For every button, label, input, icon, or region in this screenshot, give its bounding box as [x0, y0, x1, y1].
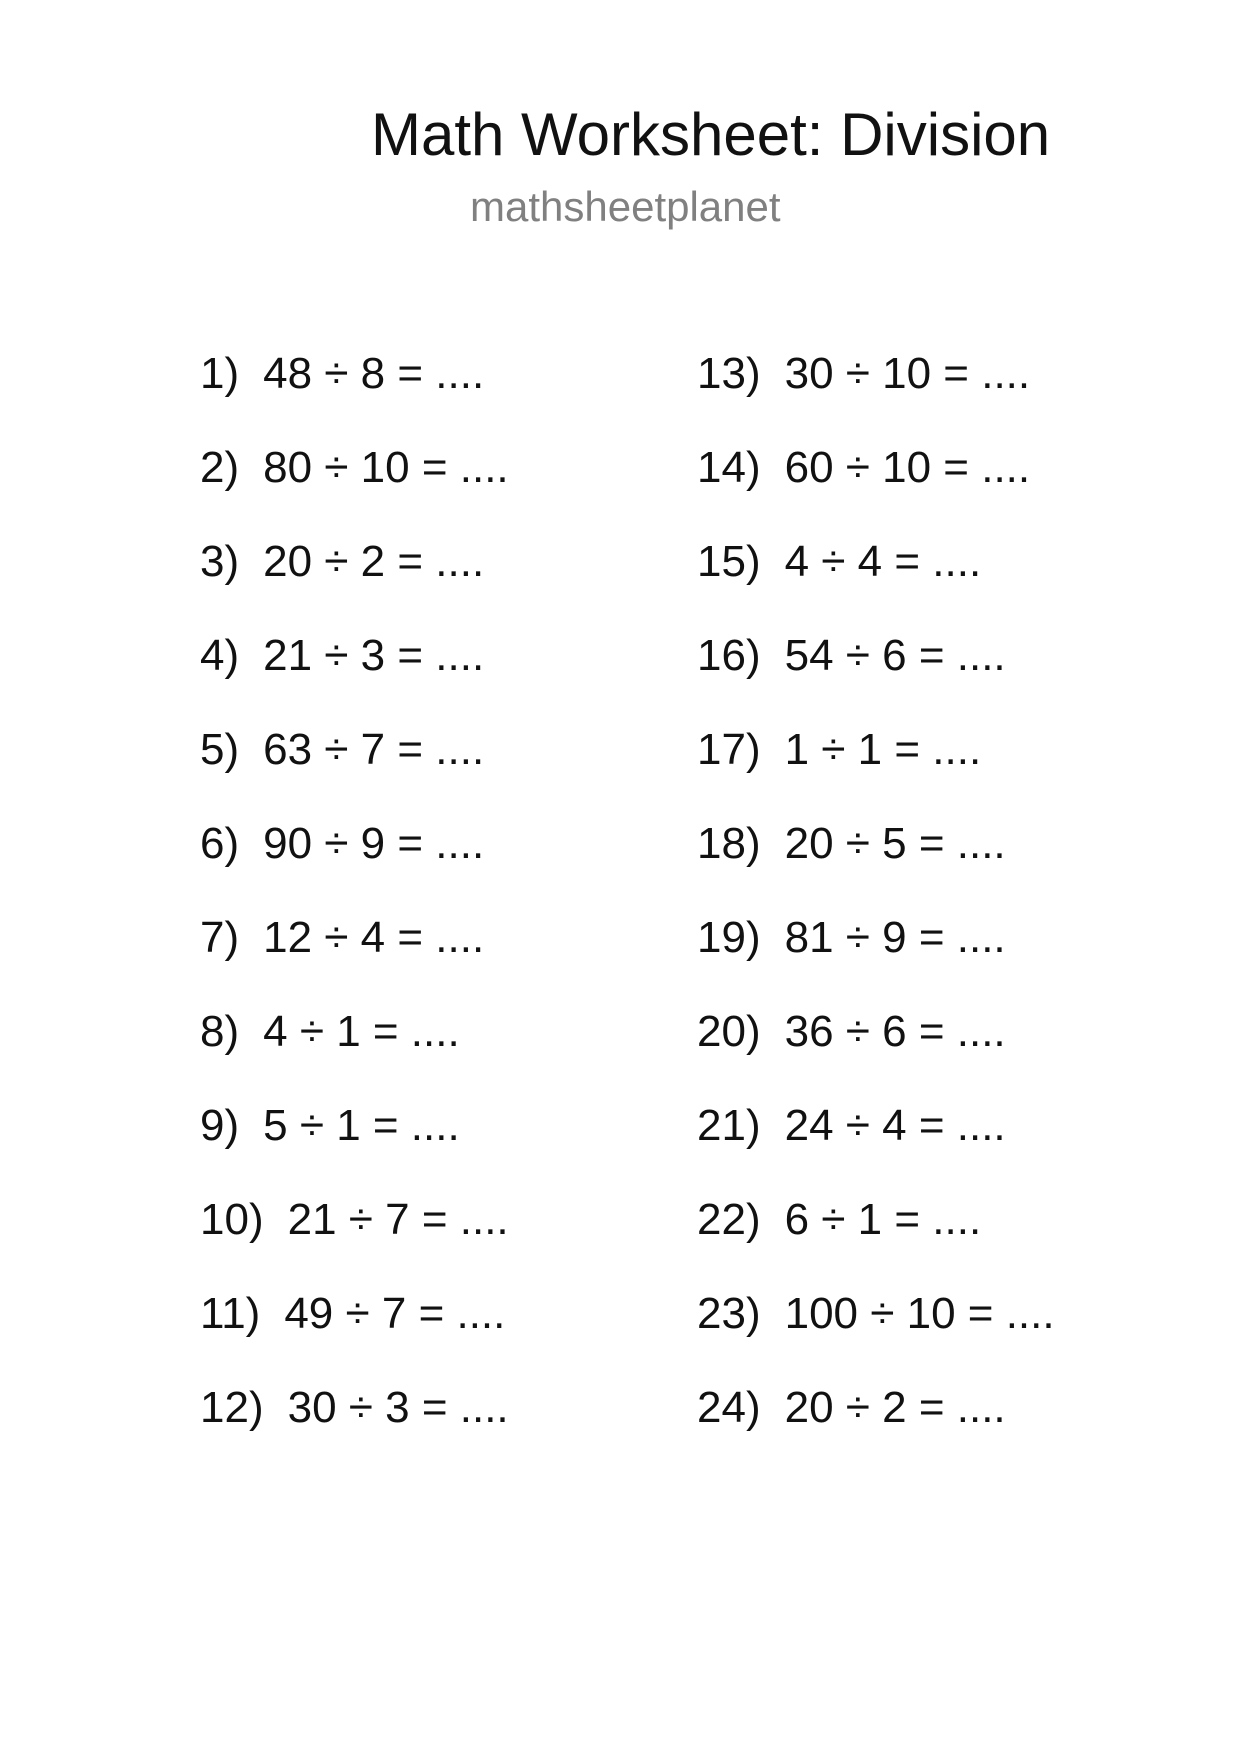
problem-item [697, 1007, 1006, 1057]
problem-item [200, 537, 484, 587]
worksheet-title: Math Worksheet: Division [371, 101, 1051, 168]
problem-number: 24) [697, 1383, 761, 1432]
problem-item [200, 443, 509, 493]
problem-expression: 80 ÷ 10 = .... [263, 443, 509, 492]
problem-number: 7) [200, 913, 240, 962]
problem-number: 23) [697, 1289, 761, 1338]
problem-item [200, 1007, 460, 1057]
problem-item [697, 443, 1030, 493]
problem-expression: 63 ÷ 7 = .... [263, 725, 485, 774]
problem-item [200, 913, 484, 963]
problem-number: 13) [697, 349, 761, 398]
problem-item [697, 1383, 1006, 1433]
problem-expression: 36 ÷ 6 = .... [784, 1007, 1006, 1056]
problem-number: 22) [697, 1195, 761, 1244]
problem-expression: 60 ÷ 10 = .... [784, 443, 1031, 492]
problem-expression: 5 ÷ 1 = .... [263, 1101, 460, 1150]
problem-expression: 6 ÷ 1 = .... [784, 1195, 982, 1244]
problem-number: 3) [200, 537, 240, 586]
problem-number: 2) [200, 443, 240, 492]
problem-expression: 12 ÷ 4 = .... [263, 913, 485, 962]
problem-expression: 81 ÷ 9 = .... [784, 913, 1006, 962]
problem-expression: 54 ÷ 6 = .... [784, 631, 1006, 680]
problem-number: 10) [200, 1195, 264, 1244]
problem-number: 1) [200, 349, 240, 398]
problem-item [697, 1195, 981, 1245]
problem-number: 19) [697, 913, 761, 962]
problem-number: 14) [697, 443, 761, 492]
problem-item [697, 1101, 1006, 1151]
problem-expression: 20 ÷ 2 = .... [784, 1383, 1006, 1432]
problem-number: 9) [200, 1101, 240, 1150]
problem-number: 11) [200, 1289, 261, 1338]
problem-number: 17) [697, 725, 761, 774]
problem-expression: 4 ÷ 1 = .... [263, 1007, 460, 1056]
problem-item [697, 349, 1030, 399]
problem-item [697, 725, 981, 775]
worksheet-subtitle: mathsheetplanet [470, 183, 781, 230]
problem-item [697, 913, 1006, 963]
problem-expression: 100 ÷ 10 = .... [784, 1289, 1055, 1338]
problem-expression: 4 ÷ 4 = .... [784, 537, 982, 586]
problem-number: 5) [200, 725, 240, 774]
problem-item [200, 1195, 509, 1245]
problem-expression: 48 ÷ 8 = .... [263, 349, 485, 398]
problem-number: 8) [200, 1007, 240, 1056]
problem-number: 12) [200, 1383, 264, 1432]
problem-expression: 20 ÷ 2 = .... [263, 537, 485, 586]
problem-item [697, 819, 1006, 869]
problem-number: 21) [697, 1101, 761, 1150]
problem-expression: 49 ÷ 7 = .... [284, 1289, 506, 1338]
problem-expression: 1 ÷ 1 = .... [784, 725, 982, 774]
problem-item [200, 819, 484, 869]
problem-item [697, 537, 981, 587]
problem-expression: 30 ÷ 10 = .... [784, 349, 1031, 398]
problem-item [200, 349, 484, 399]
problem-item [200, 1289, 505, 1339]
problem-number: 15) [697, 537, 761, 586]
problem-item [200, 631, 484, 681]
problem-item [200, 725, 484, 775]
problem-expression: 21 ÷ 3 = .... [263, 631, 485, 680]
problem-item [697, 631, 1006, 681]
problem-number: 4) [200, 631, 240, 680]
problem-expression: 90 ÷ 9 = .... [263, 819, 485, 868]
problem-expression: 20 ÷ 5 = .... [784, 819, 1006, 868]
problem-expression: 30 ÷ 3 = .... [287, 1383, 509, 1432]
problem-item [697, 1289, 1055, 1339]
problem-number: 18) [697, 819, 761, 868]
problem-item [200, 1383, 509, 1433]
problem-item [200, 1101, 460, 1151]
problem-expression: 21 ÷ 7 = .... [287, 1195, 509, 1244]
problem-number: 6) [200, 819, 240, 868]
problem-number: 20) [697, 1007, 761, 1056]
problem-expression: 24 ÷ 4 = .... [784, 1101, 1006, 1150]
problem-number: 16) [697, 631, 761, 680]
